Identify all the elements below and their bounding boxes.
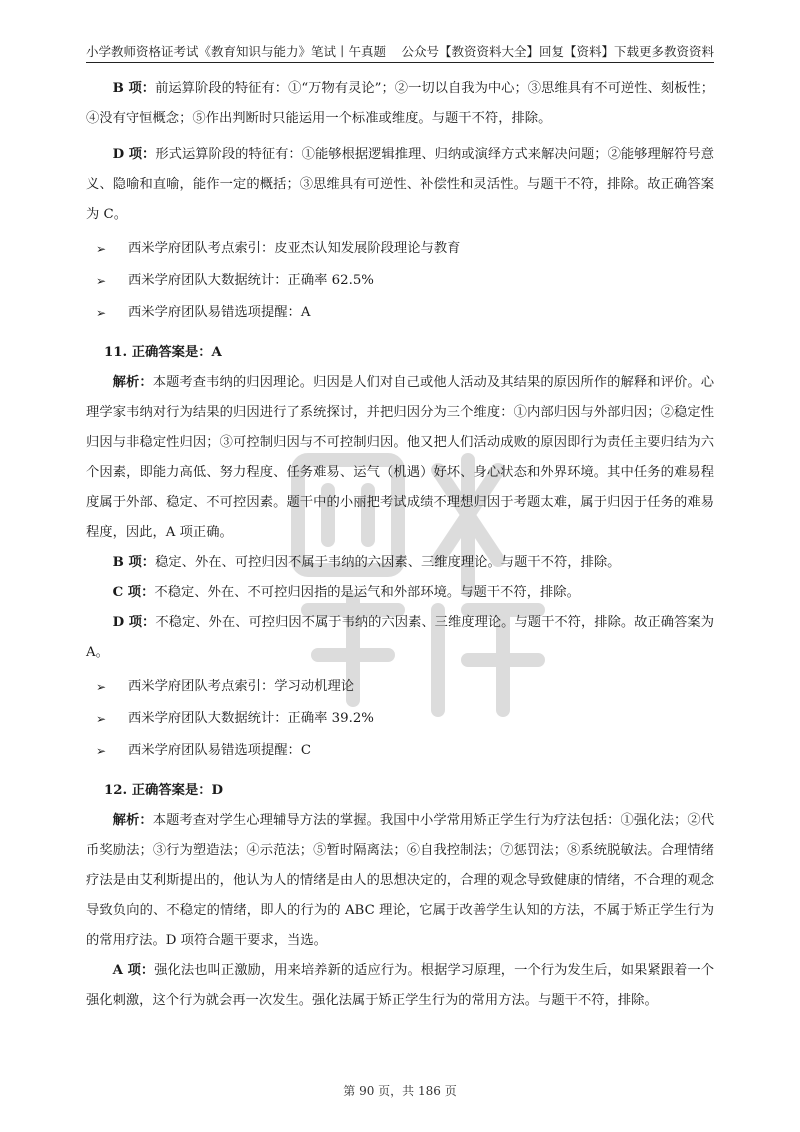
q10-bullet-index [86, 234, 714, 264]
option-text: 稳定、外在、可控归因不属于韦纳的六因素、三维度理论。与题干不符，排除。 [155, 555, 621, 570]
page-content [86, 74, 714, 1016]
option-text: 形式运算阶段的特征有：①能够根据逻辑推理、归纳或演绎方式来解决问题；②能够理解符号意义、隐喻和直喻，能作一定的概括；③思维具有可逆性、补偿性和灵活性。与题干不符，排除。故正确答案为 C。 [86, 147, 714, 222]
arrow-bullet-icon: ➢ [96, 744, 107, 758]
option-text: 强化法也叫正激励，用来培养新的适应行为。根据学习原理，一个行为发生后，如果紧跟着一个强化刺激，这个行为就会再一次发生。强化法属于矫正学生行为的常用方法。与题干不符，排除。 [86, 963, 714, 1008]
page-number: 第 90 页，共 186 页 [343, 1084, 457, 1098]
q11-answer-title: 11. 正确答案是：A [104, 345, 222, 360]
option-label: B 项： [112, 555, 156, 570]
bullet-text: 西米学府团队大数据统计：正确率 39.2% [128, 711, 374, 726]
header-title: 小学教师资格证考试《教育知识与能力》笔试丨午真题 [86, 44, 387, 59]
bullet-text: 西米学府团队易错选项提醒：C [128, 743, 312, 758]
analysis-label: 解析： [112, 813, 153, 828]
q11-bullet-reminder [86, 736, 714, 766]
q11-bullet-stats [86, 704, 714, 734]
option-text: 不稳定、外在、不可控归因指的是运气和外部环境。与题干不符，排除。 [154, 585, 580, 600]
arrow-bullet-icon: ➢ [96, 274, 107, 288]
option-text: 不稳定、外在、可控归因不属于韦纳的六因素、三维度理论。与题干不符，排除。故正确答案为 A。 [86, 615, 714, 660]
option-label: A 项： [112, 963, 155, 978]
q10-bullet-stats [86, 266, 714, 296]
option-label: C 项： [112, 585, 155, 600]
option-label: D 项： [112, 147, 156, 162]
q11-option-b [86, 548, 714, 578]
analysis-text: 本题考查韦纳的归因理论。归因是人们对自己或他人活动及其结果的原因所作的解释和评价。心理学家韦纳对行为结果的归因进行了系统探讨，并把归因分为三个维度：①内部归因与外部归因；②稳定性归因与非稳定性归因；③可控制归因与不可控制归因。他又把人们活动成败的原因即行为责任主要归结为六个因素，即能力高低、努力程度、任务难易、运气（机遇）好坏、身心状态和外界环境。其中任务的难易程度属于外部、稳定、不可控因素。题干中的小丽把考试成绩不理想归因于考题太难，属于归因于任务的难易程度，因此，A 项正确。 [86, 375, 715, 540]
bullet-text: 西米学府团队考点索引：皮亚杰认知发展阶段理论与教育 [128, 241, 461, 256]
analysis-label: 解析： [112, 375, 153, 390]
q12-analysis [86, 806, 714, 956]
q10-bullet-reminder [86, 298, 714, 328]
page-header [86, 40, 714, 63]
q12-answer-title: 12. 正确答案是：D [104, 783, 224, 798]
q11-option-c [86, 578, 714, 608]
bullet-text: 西米学府团队易错选项提醒：A [128, 305, 311, 320]
q12-option-a [86, 956, 714, 1016]
arrow-bullet-icon: ➢ [96, 242, 107, 256]
bullet-text: 西米学府团队大数据统计：正确率 62.5% [128, 273, 374, 288]
q10-option-d [86, 140, 714, 230]
q11-option-d [86, 608, 714, 668]
bullet-text: 西米学府团队考点索引：学习动机理论 [128, 679, 355, 694]
q10-option-b [86, 74, 714, 134]
q11-bullet-index [86, 672, 714, 702]
option-label: B 项： [112, 81, 156, 96]
option-text: 前运算阶段的特征有：①“万物有灵论”；②一切以自我为中心；③思维具有不可逆性、刻板性；④没有守恒概念；⑤作出判断时只能运用一个标准或维度。与题干不符，排除。 [86, 81, 714, 126]
arrow-bullet-icon: ➢ [96, 680, 107, 694]
arrow-bullet-icon: ➢ [96, 306, 107, 320]
arrow-bullet-icon: ➢ [96, 712, 107, 726]
analysis-text: 本题考查对学生心理辅导方法的掌握。我国中小学常用矫正学生行为疗法包括：①强化法；②代币奖励法；③行为塑造法；④示范法；⑤暂时隔离法；⑥自我控制法；⑦惩罚法；⑧系统脱敏法。合理情绪疗法是由艾利斯提出的，他认为人的情绪是由人的思想决定的，合理的观念导致健康的情绪，不合理的观念导致负向的、不稳定的情绪，即人的行为的 ABC 理论，它属于改善学生认知的方法，不属于矫正学生行为的常用疗法。D 项符合题干要求，当选。 [86, 813, 715, 948]
option-label: D 项： [112, 615, 156, 630]
header-promo: 公众号【教资资料大全】回复【资料】下载更多教资资料 [401, 44, 714, 59]
q11-analysis [86, 368, 714, 548]
